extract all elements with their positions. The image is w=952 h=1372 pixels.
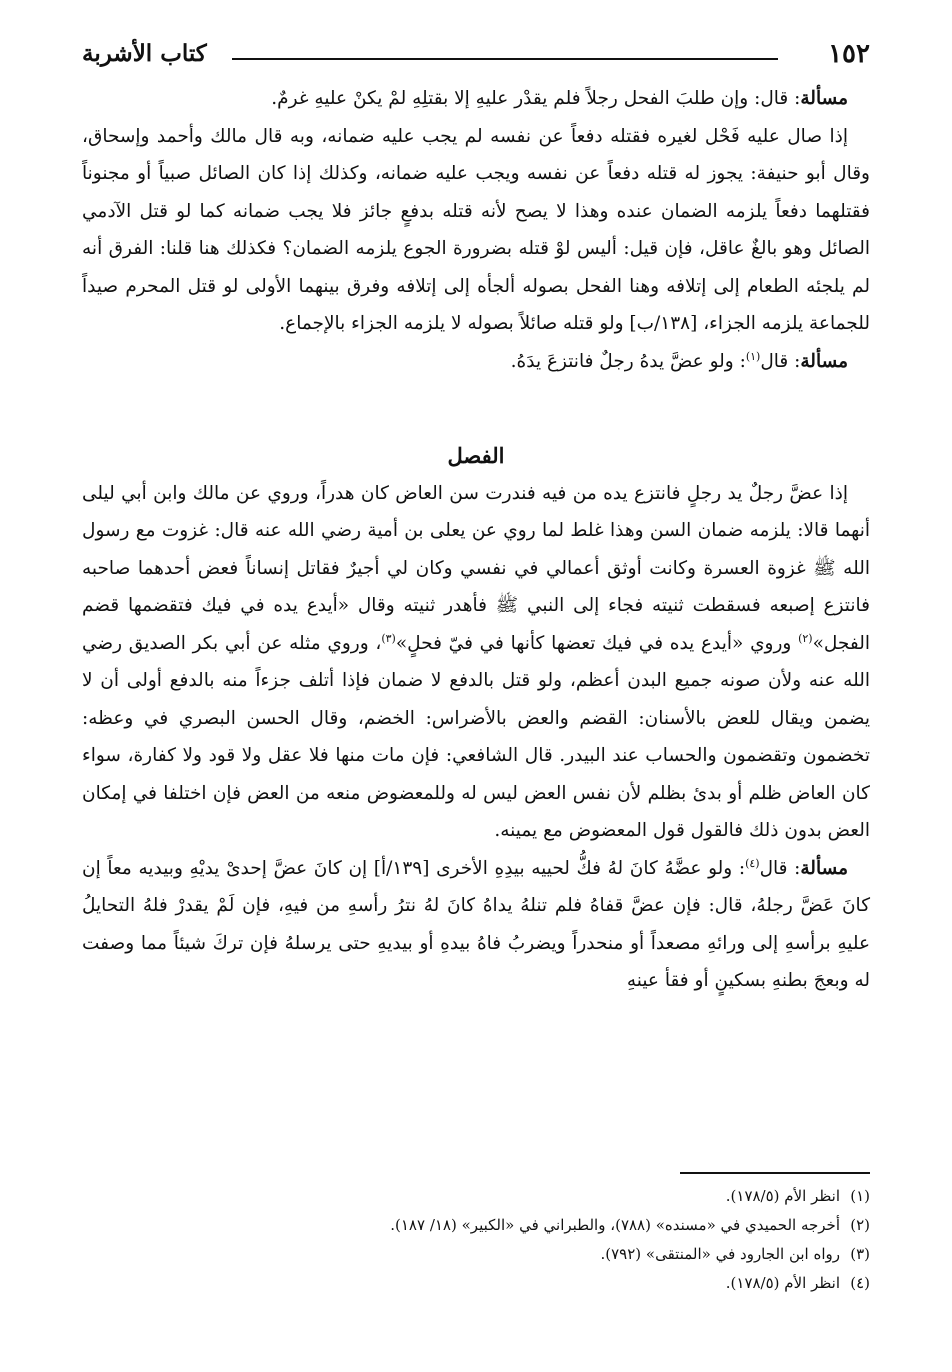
paragraph-text: ، وروي مثله عن أبي بكر الصديق رضي الله عنه ولأن صونه جميع البدن أعظم، ولو قتل بالدفع لا ضمان فإذا أتلف جزءاً منه بالدفع أولى أن لا يضمن ويقال للعض بالأسنان: القضم والعض بالأضراس: الخضم، وقال الحسن البصري في وعظه: تخضمون وتقضمون والحساب عند البيدر. قال الشافعي: فإن مات منها فلا عقل ولا قود ولا كفارة، سواء كان العاض ظلم أو بدئ بظلم لأن نفس العض ليس له وللمعضوض منعه من العض فإن اختلفا في إمكان العض بدون ذلك فالقول قول المعضوض مع يمينه.	[82, 632, 870, 841]
footnote-rule	[680, 1172, 870, 1174]
paragraph-text: إذا عضَّ رجلٌ يد رجلٍ فانتزع يده من فيه فندرت سن العاض كان هدراً، وروي عن مالك وابن أبي ليلى أنهما قالا: يلزمه ضمان السن وهذا غلط لما روي عن يعلى بن أمية رضي الله عنه قال: غزوت مع رسول الله ﷺ غزوة العسرة وكانت أوثق أعمالي في نفسي وكان لي أجيرٌ فقاتل إنساناً فعض أحدهما صاحبه فانتزع إصبعه فسقطت ثنيته فجاء إلى النبي ﷺ فأهدر ثنيته وقال «أيدع يده في فيك فتقضمها قضم الفجل»	[82, 482, 870, 654]
footnote	[82, 1211, 870, 1240]
masala-text: : قال	[760, 350, 801, 372]
footnote-number: (٢)	[850, 1216, 870, 1234]
header-rule	[232, 58, 778, 60]
section-heading: الفصل	[447, 443, 505, 468]
footnote-marker: (٢)	[798, 631, 813, 645]
footnote-number: (٤)	[850, 1274, 870, 1292]
footnote-text: انظر الأم (١٧٨/٥).	[725, 1274, 840, 1292]
footnote-marker: (٣)	[381, 631, 396, 645]
commentary-paragraph: إذا صال عليه فَحْل لغيره فقتله دفعاً عن نفسه لم يجب عليه ضمانه، وبه قال مالك وأحمد وإسحاق، وقال أبو حنيفة: يجوز له قتله دفعاً عن نفسه ويجب عليه ضمانه، وكذلك إذا كان الصائل صبياً أو مجنوناً فقتلهما دفعاً يلزمه الضمان عنده وهذا لا يصح لأنه قتله بدفعٍ جائز فلا يجب ضمانه كما لو قتل الآدمي الصائل وهو بالغٌ عاقل، فإن قيل: أليس لوْ قتله بضرورة الجوع يلزمه الضمان؟ فكذلك هنا قلنا: الفرق أنه لم يلجئه الطعام إلى إتلافه وهنا الفحل بصوله ألجأه إلى إتلافه وفرق بينهما الأولى لو قتل المحرم صيداً للجماعة يلزمه الجزاء، [١٣٨/ب] ولو قتله صائلاً بصوله لا يلزمه الجزاء بالإجماع.	[82, 125, 870, 334]
paragraph-text: وروي «أيدع يده في فيك تعضها كأنها في فيّ فحلٍ»	[395, 632, 799, 654]
masala-text: : قال: وإن طلبَ الفحل رجلاً فلم يقدْر عليهِ إلا بقتلِهِ لمْ يكنْ عليهِ غرمٌ.	[271, 88, 801, 109]
masala-paragraph	[82, 80, 870, 118]
masala-paragraph	[82, 343, 870, 381]
footnote	[82, 1240, 870, 1269]
footnote	[82, 1182, 870, 1211]
masala-label: مسألة	[800, 88, 848, 109]
footnote-number: (٣)	[850, 1245, 870, 1263]
masala-text: : ولو عضَّ يدهُ رجلٌ فانتزعَ يدَهُ.	[510, 350, 746, 372]
footnote-text: انظر الأم (١٧٨/٥).	[725, 1187, 840, 1205]
footnote	[82, 1269, 870, 1298]
masala-label: مسألة	[800, 857, 848, 879]
footnote-marker: (١)	[745, 349, 761, 363]
page-number: ١٥٢	[828, 39, 870, 69]
running-header	[82, 36, 870, 76]
footnotes	[82, 1182, 870, 1298]
masala-text: : قال	[759, 857, 801, 879]
masala-paragraph	[82, 850, 870, 1000]
footnote-text: أخرجه الحميدي في «مسنده» (٧٨٨)، والطبراني في «الكبير» (١٨/ ١٨٧).	[390, 1216, 840, 1234]
masala-label: مسألة	[800, 350, 848, 372]
footnote-marker: (٤)	[745, 856, 760, 870]
body-text	[82, 80, 870, 1000]
book-title: كتاب الأشربة	[82, 40, 207, 67]
footnote-number: (١)	[850, 1187, 870, 1205]
footnote-text: رواه ابن الجارود في «المنتقى» (٧٩٢).	[600, 1245, 840, 1263]
masala-text: : ولو عضَّهُ كانَ لهُ فكُّ لحييه بيدِهِ الأخرى [١٣٩/أ] إن كانَ عضَّ إحدىْ يديْهِ وبيديه معاً إن كانَ عَضَّ رجلهُ، قال: فإن عضَّ قفاهُ فلم تنلهُ يداهُ كانَ لهُ نترُ رأسهِ من فيهِ، فإن لَمْ يقدرْ فلهُ التحايلُ عليهِ برأسهِ إلى ورائهِ مصعداً أو منحدراً ويضربُ فاهُ بيدهِ أو بيديهِ حتى يرسلهُ فإن تركَ شيئاً مما وصفت له وبعجَ بطنهِ بسكينٍ أو فقأ عينهِ	[82, 857, 871, 991]
commentary-paragraph	[82, 475, 870, 850]
